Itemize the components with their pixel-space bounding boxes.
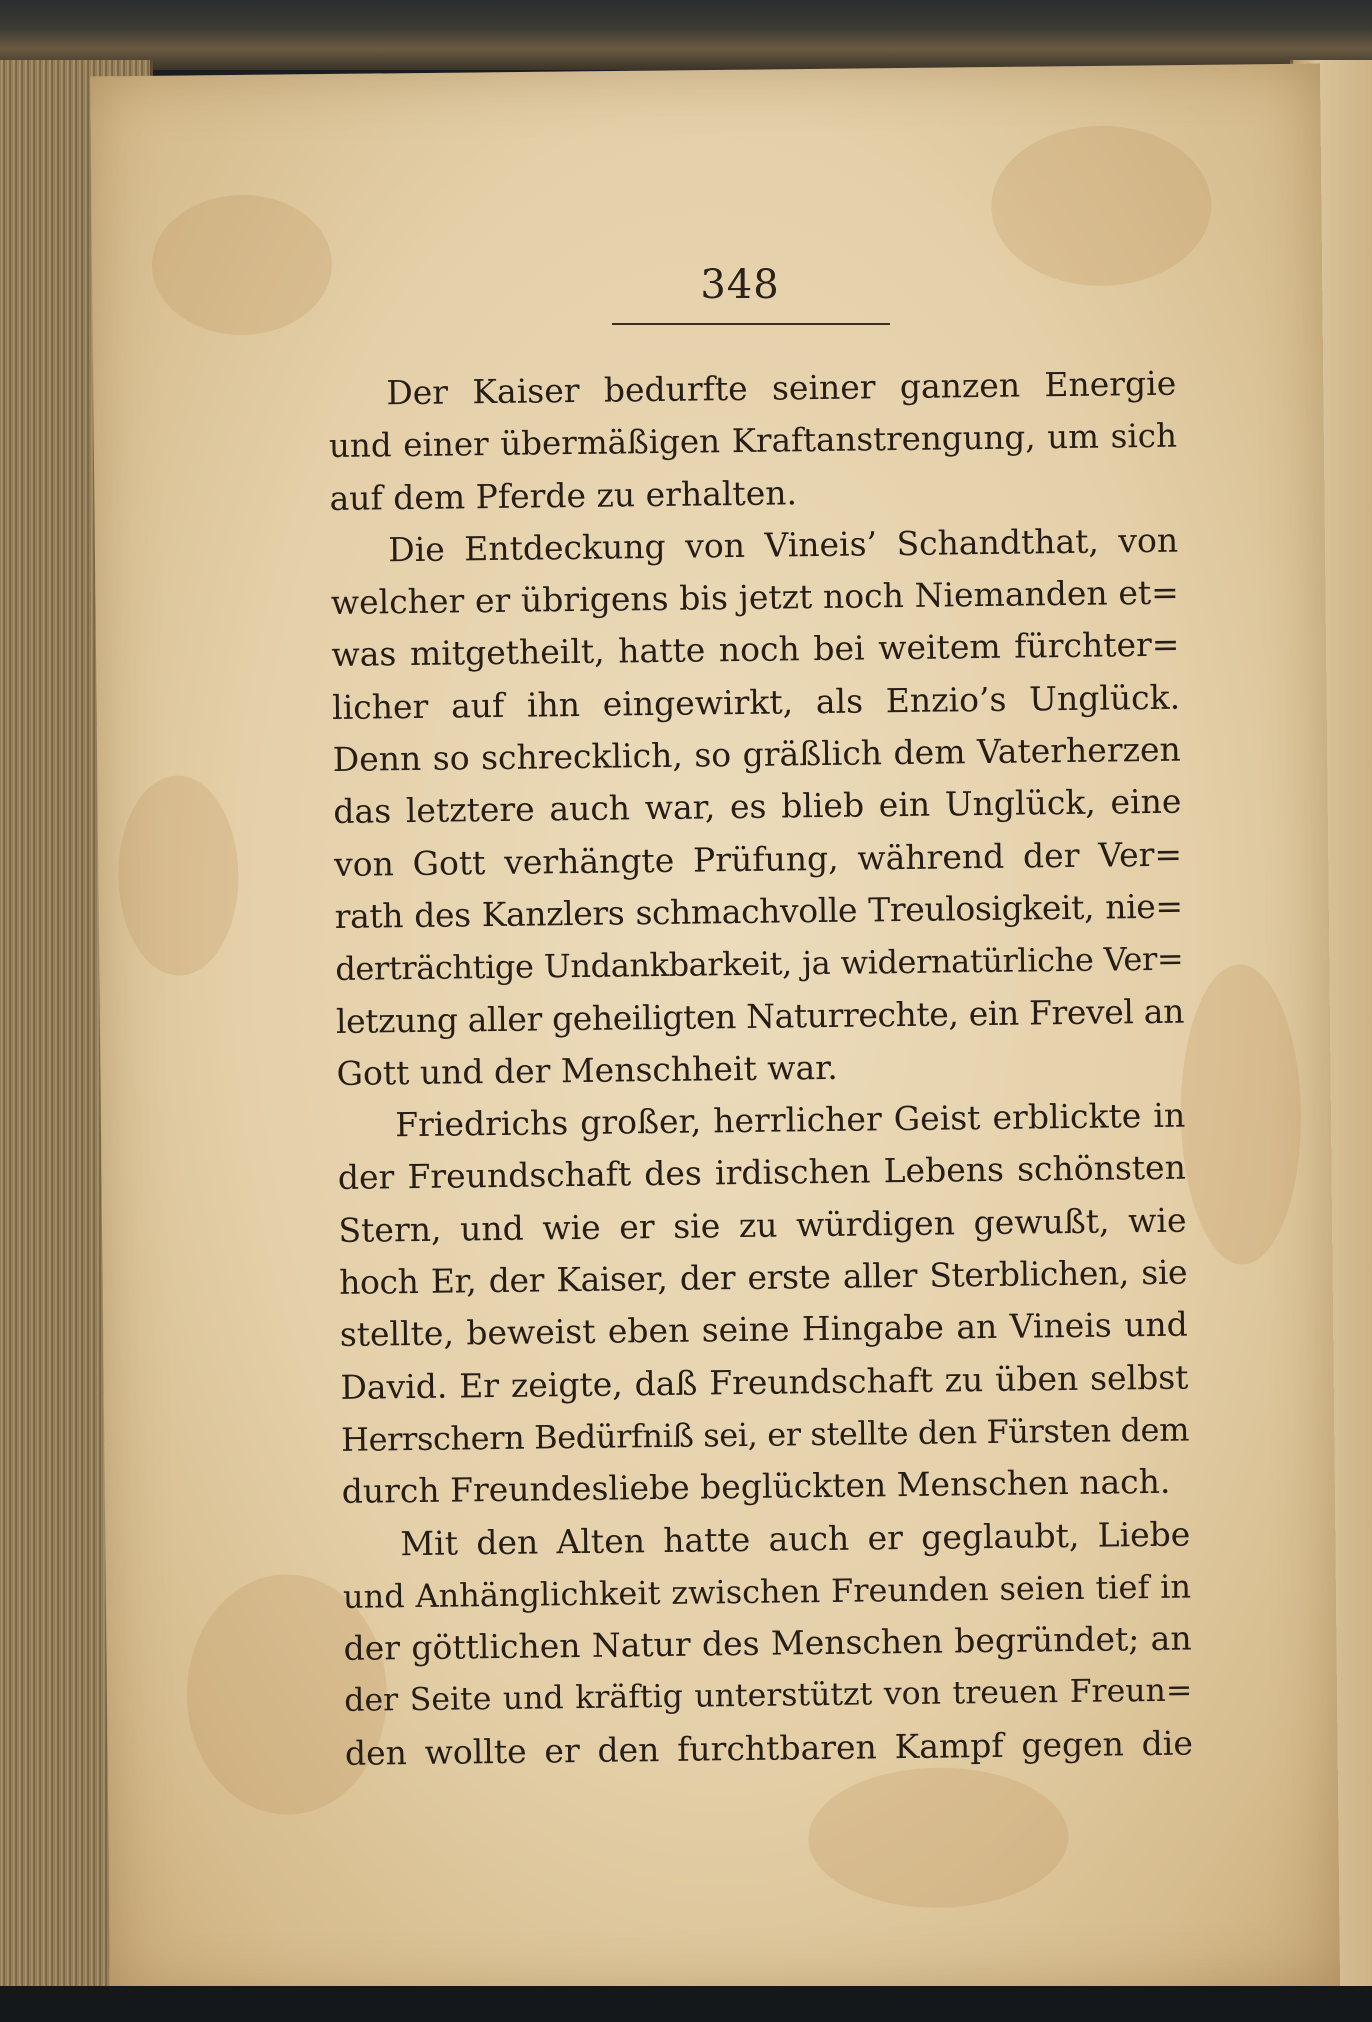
text-line: stellte, beweist eben seine Hingabe an Vineis und — [339, 1304, 1188, 1355]
text-line: rath des Kanzlers schmachvolle Treulosigkeit, nie= — [334, 886, 1183, 936]
text-line: hoch Er, der Kaiser, der erste aller Sterblichen, sie — [338, 1252, 1188, 1302]
text-line: letzung aller geheiligten Naturrechte, ein Frevel an — [335, 991, 1185, 1041]
text-line: und Anhänglichkeit zwischen Freunden seien tief in — [342, 1567, 1192, 1616]
text-line: den wollte er den furchtbaren Kampf gegen die — [344, 1723, 1194, 1773]
text-line: auf dem Pferde zu erhalten. — [329, 472, 798, 518]
text-line: Gott und der Menschheit war. — [336, 1047, 838, 1093]
text-line: was mitgetheilt, hatte noch bei weitem fürchter= — [331, 625, 1180, 675]
text-line: Friedrichs großer, herrlicher Geist erblickte in — [395, 1095, 1186, 1145]
text-line: David. Er zeigte, daß Freundschaft zu üben selbst — [340, 1357, 1189, 1407]
body-text — [328, 358, 1193, 1780]
text-line: der Seite und kräftig unterstützt von treuen Freun= — [344, 1672, 1193, 1720]
book-spine-top — [0, 0, 1372, 70]
background-bottom — [0, 1986, 1372, 2022]
text-line: durch Freundesliebe beglückten Menschen nach. — [341, 1462, 1171, 1512]
header-rule — [612, 323, 890, 325]
text-line: Stern, und wie er sie zu würdigen gewußt, wie — [338, 1200, 1187, 1250]
text-line: der Freundschaft des irdischen Lebens schönsten — [337, 1148, 1187, 1198]
text-line: licher auf ihn eingewirkt, als Enzio’s Unglück. — [331, 677, 1181, 727]
page-number: 348 — [700, 262, 780, 308]
text-line: Die Entdeckung von Vineis’ Schandthat, von — [387, 520, 1179, 570]
text-line: Mit den Alten hatte auch er geglaubt, Liebe — [400, 1514, 1191, 1563]
text-line: Denn so schrecklich, so gräßlich dem Vaterherzen — [332, 729, 1181, 780]
text-line: welcher er übrigens bis jetzt noch Niemanden et= — [330, 572, 1180, 623]
text-line: Herrschern Bedürfniß sei, er stellte den Fürsten dem — [340, 1410, 1190, 1459]
text-line: derträchtige Undankbarkeit, ja widernatürliche Ver= — [335, 939, 1184, 989]
text-line: Der Kaiser bedurfte seiner ganzen Energie — [386, 363, 1177, 413]
text-line: das letztere auch war, es blieb ein Unglück, eine — [333, 781, 1182, 832]
text-line: von Gott verhängte Prüfung, während der Ver= — [333, 834, 1183, 884]
text-line: und einer übermäßigen Kraftanstrengung, um sich — [328, 416, 1178, 466]
text-line: der göttlichen Natur des Menschen begründet; an — [343, 1618, 1192, 1669]
